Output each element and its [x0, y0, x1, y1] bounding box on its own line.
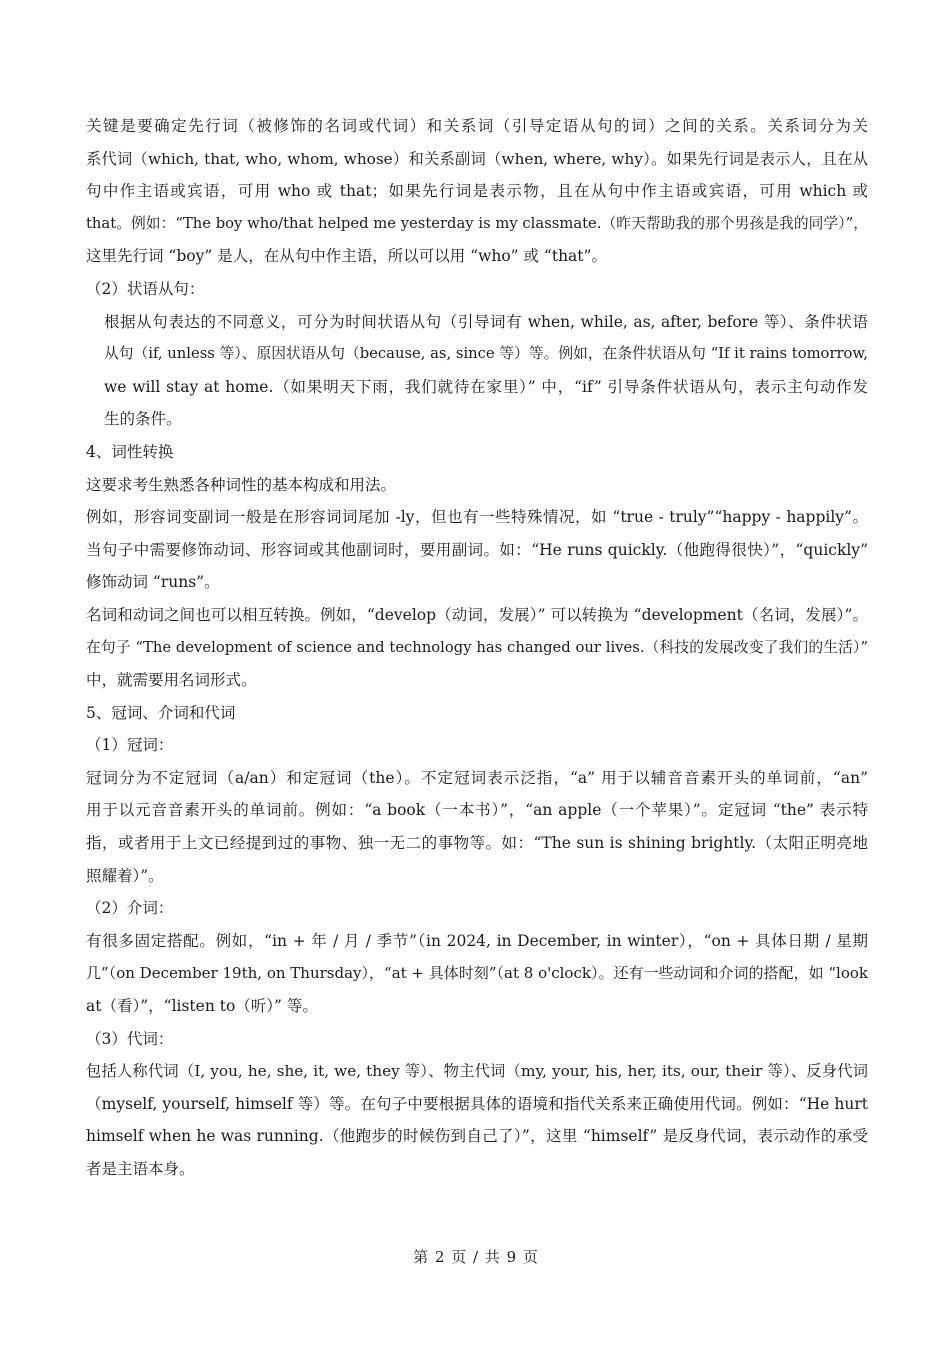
text-line: 指，或者用于上文已经提到过的事物、独一无二的事物等。如：“The sun is shining brightly.（太阳正明亮地: [86, 834, 868, 853]
text-line: 中，就需要用名词形式。: [86, 671, 257, 690]
page-body: [86, 110, 868, 1186]
text-line: 这要求考生熟悉各种词性的基本构成和用法。: [86, 475, 397, 494]
text-line: 包括人称代词（I, you, he, she, it, we, they 等）、物主代词（my, your, his, her, its, our, their 等）、反身代词: [86, 1062, 868, 1081]
text-line: 例如，形容词变副词一般是在形容词词尾加 -ly，但也有一些特殊情况，如 “true - truly”“happy - happily”。: [86, 508, 868, 527]
text-line: 照耀着）”。: [86, 866, 164, 885]
text-line: （myself, yourself, himself 等）等。在句子中要根据具体的语境和指代关系来正确使用代词。例如：“He hurt: [86, 1094, 868, 1113]
text-line: 生的条件。: [104, 410, 182, 429]
text-line: 关键是要确定先行词（被修饰的名词或代词）和关系词（引导定语从句的词）之间的关系。关系词分为关: [86, 117, 868, 135]
text-line: 这里先行词 “boy” 是人，在从句中作主语，所以可以用 “who” 或 “that”。: [86, 247, 607, 266]
text-line: 用于以元音音素开头的单词前。例如：“a book（一本书）”，“an apple（一个苹果）”。定冠词 “the” 表示特: [86, 801, 868, 820]
subheading: （1）冠词：: [86, 736, 174, 755]
subheading: （2）介词：: [86, 899, 174, 918]
text-line: we will stay at home.（如果明天下雨，我们就待在家里）” 中，“if” 引导条件状语从句，表示主句动作发: [104, 377, 868, 396]
text-line: 当句子中需要修饰动词、形容词或其他副词时，要用副词。如：“He runs quickly.（他跑得很快）”，“quickly”: [86, 540, 868, 559]
text-line: 句中作主语或宾语，可用 who 或 that；如果先行词是表示物，且在从句中作主语或宾语，可用 which 或: [86, 182, 868, 201]
text-line: 根据从句表达的不同意义，可分为时间状语从句（引导词有 when, while, as, after, before 等）、条件状语: [104, 312, 868, 331]
text-line: 冠词分为不定冠词（a/an）和定冠词（the）。不定冠词表示泛指，“a” 用于以辅音音素开头的单词前，“an”: [86, 768, 868, 787]
section-heading: 5、冠词、介词和代词: [86, 703, 236, 722]
text-line: that。例如：“The boy who/that helped me yesterday is my classmate.（昨天帮助我的那个男孩是我的同学）”，: [86, 214, 868, 232]
text-line: 在句子 “The development of science and technology has changed our lives.（科技的发展改变了我们的生活）”: [86, 638, 868, 656]
subheading: （3）代词：: [86, 1029, 174, 1048]
page-number-footer: 第 2 页 / 共 9 页: [413, 1248, 539, 1266]
text-line: 有很多固定搭配。例如，“in + 年 / 月 / 季节”（in 2024, in December, in winter），“on + 具体日期 / 星期: [86, 931, 868, 950]
text-line: himself when he was running.（他跑步的时候伤到自己了）”，这里 “himself” 是反身代词，表示动作的承受: [86, 1127, 868, 1146]
section-heading: 4、词性转换: [86, 442, 174, 461]
text-line: 几”（on December 19th, on Thursday），“at + 具体时刻”（at 8 o'clock）。还有一些动词和介词的搭配，如 “look: [86, 964, 868, 983]
text-line: 名词和动词之间也可以相互转换。例如，“develop（动词，发展）” 可以转换为 “development（名词，发展）”。: [86, 605, 868, 624]
subheading: （2）状语从句：: [86, 279, 205, 298]
text-line: 者是主语本身。: [86, 1160, 195, 1178]
text-line: 从句（if, unless 等）、原因状语从句（because, as, since 等）等。例如，在条件状语从句 “If it rains tomorrow,: [104, 345, 868, 363]
text-line: at（看）”，“listen to（听）” 等。: [86, 997, 318, 1016]
text-line: 修饰动词 “runs”。: [86, 573, 220, 592]
text-line: 系代词（which, that, who, whom, whose）和关系副词（when, where, why）。如果先行词是表示人，且在从: [86, 149, 868, 168]
